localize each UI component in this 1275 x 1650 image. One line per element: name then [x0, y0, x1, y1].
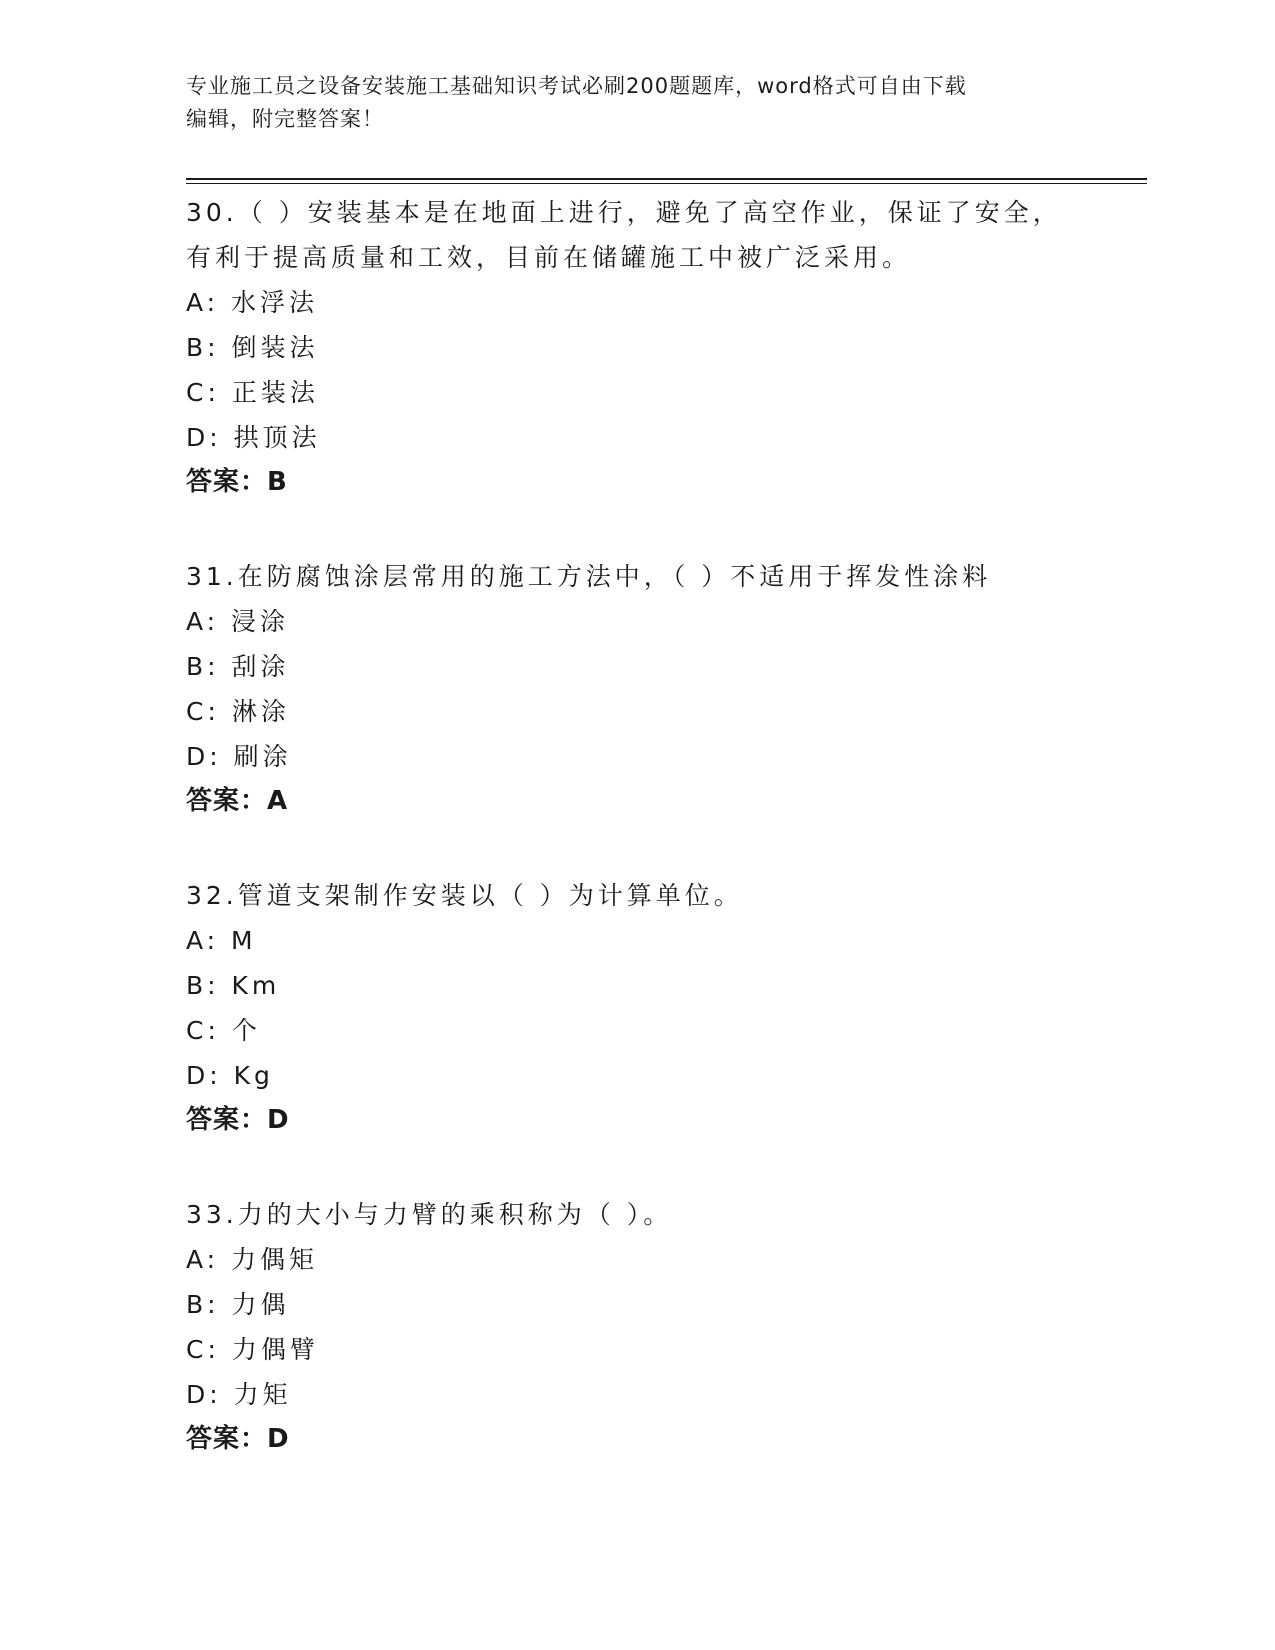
question-text: 33.力的大小与力臂的乘积称为（ ）。 — [186, 1200, 673, 1229]
option-c: C: 正装法 — [186, 378, 319, 407]
question-33 — [186, 1192, 1086, 1462]
header-line-2: 编辑，附完整答案！ — [186, 107, 384, 131]
question-text: 有利于提高质量和工效，目前在储罐施工中被广泛采用。 — [186, 243, 912, 272]
option-d: D: 力矩 — [186, 1380, 292, 1409]
question-text: 32.管道支架制作安装以（ ）为计算单位。 — [186, 881, 743, 910]
option-b: B: 倒装法 — [186, 333, 319, 362]
question-32 — [186, 873, 1086, 1143]
answer-line: 答案：A — [186, 786, 289, 816]
question-text: 30.（ ）安装基本是在地面上进行，避免了高空作业，保证了安全， — [186, 198, 1062, 227]
option-d: D: 刷涂 — [186, 742, 292, 771]
option-a: A: M — [186, 926, 257, 955]
document-header — [186, 70, 1086, 136]
option-a: A: 力偶矩 — [186, 1245, 319, 1274]
option-a: A: 浸涂 — [186, 607, 290, 636]
header-line-1: 专业施工员之设备安装施工基础知识考试必刷200题题库，word格式可自由下载 — [186, 74, 967, 98]
option-b: B: 力偶 — [186, 1290, 290, 1319]
question-31 — [186, 554, 1086, 824]
option-a: A: 水浮法 — [186, 288, 319, 317]
header-divider — [186, 178, 1147, 184]
option-b: B: Km — [186, 971, 281, 1000]
answer-line: 答案：D — [186, 1424, 290, 1454]
question-list — [186, 190, 1086, 1511]
option-b: B: 刮涂 — [186, 652, 290, 681]
option-c: C: 力偶臂 — [186, 1335, 319, 1364]
option-d: D: 拱顶法 — [186, 423, 321, 452]
answer-line: 答案：B — [186, 467, 288, 497]
answer-line: 答案：D — [186, 1105, 290, 1135]
option-c: C: 个 — [186, 1016, 261, 1045]
option-c: C: 淋涂 — [186, 697, 290, 726]
option-d: D: Kg — [186, 1061, 274, 1090]
question-text: 31.在防腐蚀涂层常用的施工方法中，（ ）不适用于挥发性涂料 — [186, 562, 992, 591]
question-30 — [186, 190, 1086, 505]
